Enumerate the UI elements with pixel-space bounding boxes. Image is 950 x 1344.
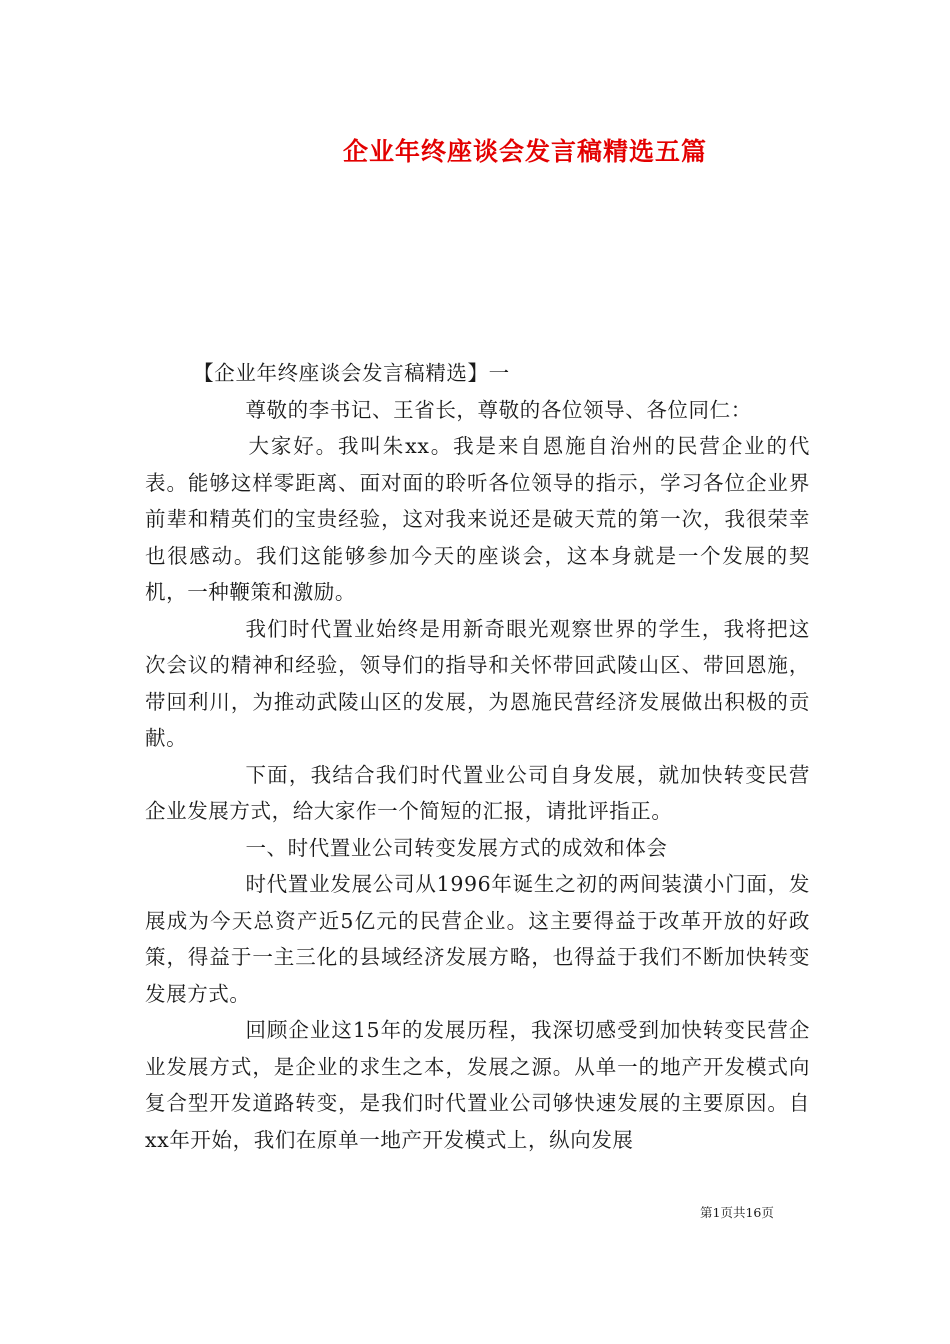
paragraph-4: 时代置业发展公司从1996年诞生之初的两间装潢小门面，发展成为今天总资产近5亿元的民营企业。这主要得益于改革开放的好政策，得益于一主三化的县域经济发展方略，也得益于我们不断加快转变发展方式。 bbox=[145, 872, 810, 1006]
page-number-footer: 第1页共16页 bbox=[700, 1205, 774, 1220]
subheading-1: 一、时代置业公司转变发展方式的成效和体会 bbox=[245, 835, 668, 860]
paragraph-5: 回顾企业这15年的发展历程，我深切感受到加快转变民营企业发展方式，是企业的求生之本，发展之源。从单一的地产开发模式向复合型开发道路转变，是我们时代置业公司够快速发展的主要原因。自xx年开始，我们在原单一地产开发模式上，纵向发展 bbox=[145, 1018, 810, 1152]
paragraph-2: 我们时代置业始终是用新奇眼光观察世界的学生，我将把这次会议的精神和经验，领导们的指导和关怀带回武陵山区、带回恩施，带回利川，为推动武陵山区的发展，为恩施民营经济发展做出积极的贡献。 bbox=[145, 616, 810, 750]
paragraph-3: 下面，我结合我们时代置业公司自身发展，就加快转变民营企业发展方式，给大家作一个简短的汇报，请批评指正。 bbox=[145, 762, 810, 823]
salutation: 尊敬的李书记、王省长，尊敬的各位领导、各位同仁： bbox=[245, 397, 752, 422]
document-body bbox=[145, 355, 810, 1158]
paragraph-1: 大家好。我叫朱xx。我是来自恩施自治州的民营企业的代表。能够这样零距离、面对面的聆听各位领导的指示，学习各位企业界前辈和精英们的宝贵经验，这对我来说还是破天荒的第一次，我很荣幸也很感动。我们这能够参加今天的座谈会，这本身就是一个发展的契机，一种鞭策和激励。 bbox=[145, 434, 810, 604]
section-heading: 【企业年终座谈会发言稿精选】一 bbox=[193, 361, 510, 385]
document-title: 企业年终座谈会发言稿精选五篇 bbox=[342, 137, 707, 166]
